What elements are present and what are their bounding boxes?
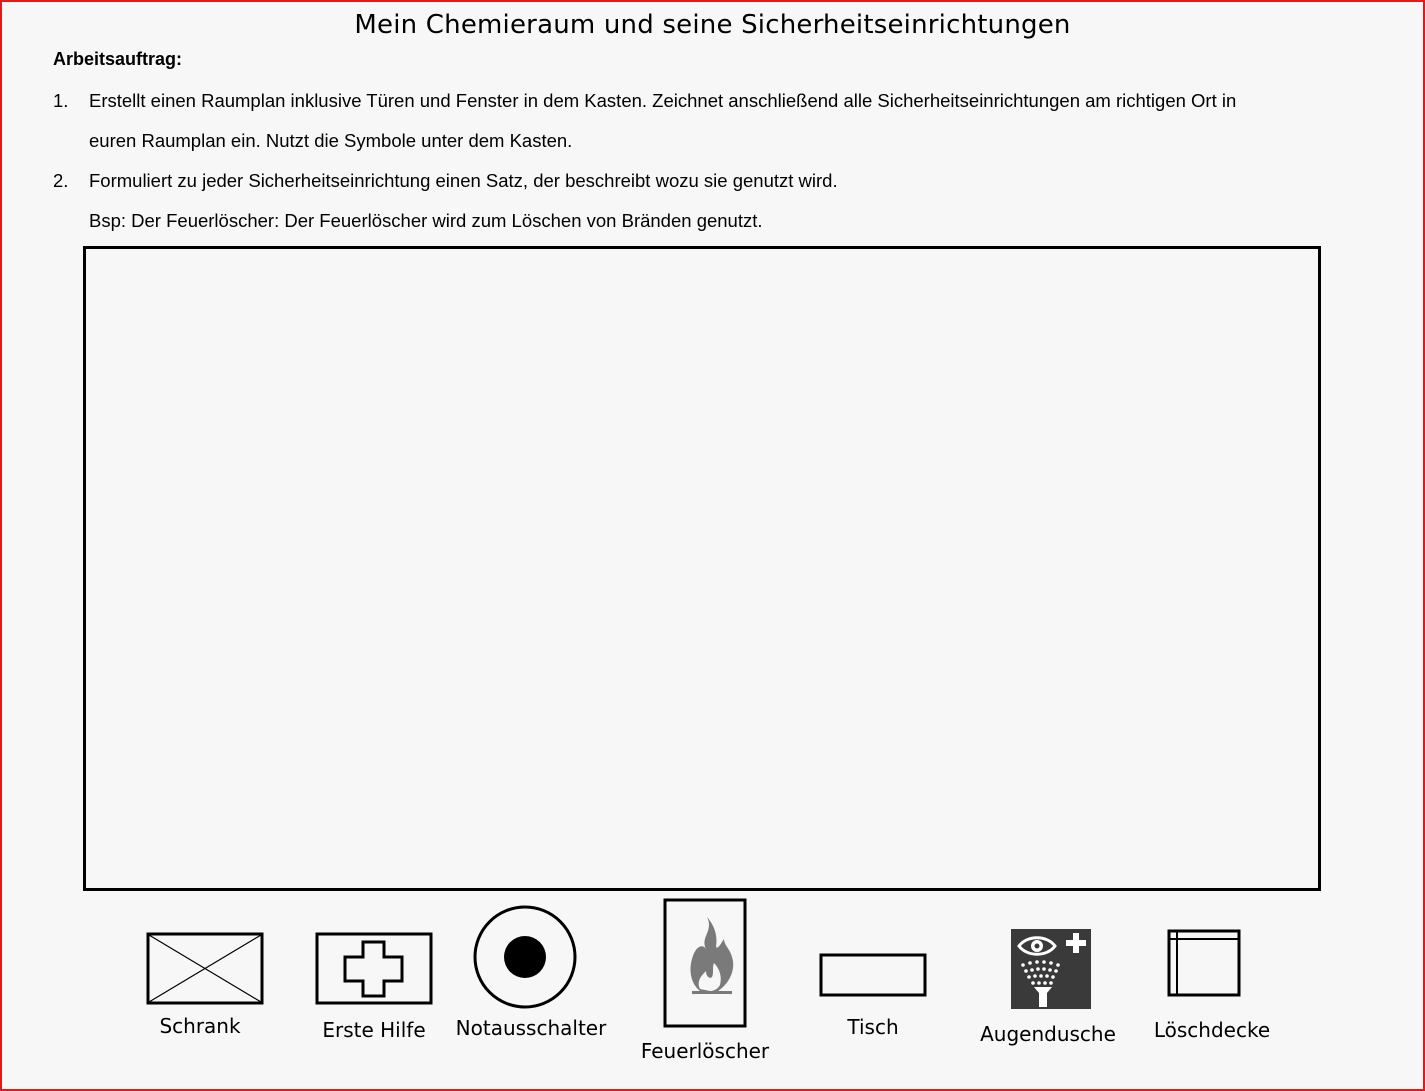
task-1-text-1: Erstellt einen Raumplan inklusive Türen und Fenster in dem Kasten. Zeichnet anschließend alle Sicherheitseinrichtungen am richtigen Ort in xyxy=(89,90,1237,111)
room-plan-drawing-area[interactable] xyxy=(83,246,1321,891)
task-2-number: 2. xyxy=(53,170,69,191)
first-aid-icon xyxy=(315,932,435,1008)
fire-blanket-icon xyxy=(1167,929,1243,999)
task-1-text-2: euren Raumplan ein. Nutzt die Symbole unter dem Kasten. xyxy=(89,130,573,151)
emergency-stop-icon xyxy=(471,903,581,1013)
task-2-example: Bsp: Der Feuerlöscher: Der Feuerlöscher wird zum Löschen von Bränden genutzt. xyxy=(89,210,763,231)
label-notausschalter: Notausschalter xyxy=(455,1016,607,1040)
task-heading: Arbeitsauftrag: xyxy=(53,49,183,69)
task-1-number: 1. xyxy=(53,90,69,111)
eye-shower-icon xyxy=(1011,929,1093,1011)
task-2-text-1: Formuliert zu jeder Sicherheitseinrichtung einen Satz, der beschreibt wozu sie genutzt wird. xyxy=(89,170,838,191)
label-erste-hilfe: Erste Hilfe xyxy=(322,1018,426,1042)
label-schrank: Schrank xyxy=(159,1014,241,1038)
table-icon xyxy=(819,953,929,999)
label-tisch: Tisch xyxy=(847,1015,899,1039)
label-loeschdecke: Löschdecke xyxy=(1153,1018,1271,1042)
cabinet-icon xyxy=(146,932,266,1008)
label-augendusche: Augendusche xyxy=(980,1022,1116,1046)
label-feuerloescher: Feuerlöscher xyxy=(640,1039,770,1063)
page-title: Mein Chemieraum und seine Sicherheitseinrichtungen xyxy=(354,10,1071,40)
fire-extinguisher-icon xyxy=(662,897,750,1031)
